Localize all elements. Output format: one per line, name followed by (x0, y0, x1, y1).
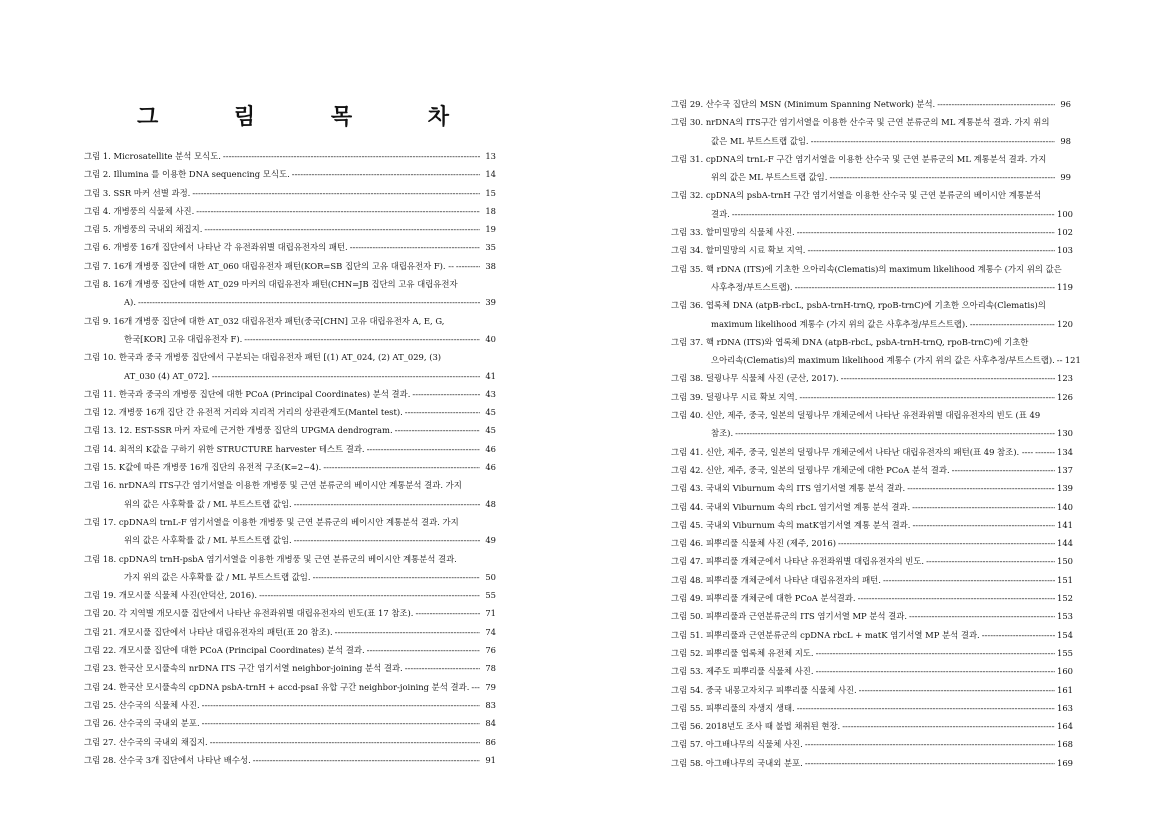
dot-leader (1035, 443, 1055, 461)
toc-entry-text: 값은 ML 부트스트랩 값임. (711, 135, 809, 146)
toc-entry-text: 그림 1. Microsatellite 분석 모식도. (84, 151, 221, 161)
dot-leader (732, 205, 1055, 223)
toc-entry[interactable] (671, 589, 1071, 607)
page-number: 130 (1057, 428, 1073, 439)
toc-entry[interactable] (84, 238, 496, 256)
dot-leader (838, 534, 1055, 552)
toc-entry[interactable] (671, 388, 1071, 406)
toc-entry[interactable] (671, 443, 1071, 461)
page-number: 155 (1057, 647, 1073, 658)
toc-entry-text: 그림 12. 개병풍 16개 집단 간 유전적 거리와 지리적 거리의 상관관계도(Mantel test). (84, 407, 403, 418)
toc-entry[interactable] (84, 659, 496, 677)
dot-leader (244, 330, 480, 348)
dot-leader (350, 238, 480, 256)
page-number: 98 (1060, 135, 1071, 146)
toc-entry[interactable] (671, 498, 1071, 516)
dot-leader (1057, 351, 1063, 369)
toc-entry-text: 그림 21. 개모시풀 집단에서 나타난 대립유전자의 패턴(표 20 참조). (84, 626, 333, 637)
toc-entry-text: 위의 값은 사후확률 값 / ML 부트스트랩 값임. (124, 535, 292, 546)
dot-leader (937, 95, 1055, 113)
toc-entry[interactable] (84, 220, 496, 238)
toc-entry-text: 그림 45. 국내외 Viburnum 속의 matK염기서열 계통 분석 결과. (671, 519, 911, 530)
toc-entry-text: 그림 16. nrDNA의 ITS구간 염기서열을 이용한 개병풍 및 근연 분류군의 베이시안 계통분석 결과. 가지 (84, 480, 462, 491)
dot-leader (294, 531, 480, 549)
page-number: 86 (485, 736, 496, 747)
toc-entry[interactable] (84, 586, 496, 604)
dot-leader (805, 754, 1055, 772)
toc-entry-text: 그림 23. 한국산 모시풀속의 nrDNA ITS 구간 염기서열 neighbor-joining 분석 결과. (84, 663, 403, 674)
toc-entry[interactable] (671, 333, 1081, 370)
dot-leader (204, 220, 480, 238)
page-number: 46 (485, 443, 496, 454)
toc-entry-text: 그림 26. 산수국의 국내외 분포. (84, 718, 200, 729)
toc-entry-text: 그림 35. 핵 rDNA (ITS)에 기초한 으아리속(Clematis)의 maximum likelihood 계통수 (가지 위의 값은 (671, 263, 1062, 274)
toc-entry[interactable] (671, 150, 1071, 187)
toc-entry-text: 그림 53. 제주도 피뿌리풀 식물체 사진. (671, 666, 814, 677)
page-number: 169 (1057, 757, 1073, 768)
toc-entry[interactable] (671, 626, 1071, 644)
dot-leader (367, 440, 480, 458)
toc-entry-text: 그림 51. 피뿌리풀과 근연분류군의 cpDNA rbcL + matK 염기서열 MP 분석 결과. (671, 629, 980, 640)
dot-leader (471, 678, 480, 696)
toc-entry-text: 그림 54. 중국 내몽고자치구 피뿌리풀 식물체 사진. (671, 684, 857, 695)
dot-leader (795, 278, 1055, 296)
page-number: 140 (1057, 501, 1073, 512)
dot-leader (909, 607, 1055, 625)
toc-entry-text: 그림 52. 피뿌리풀 엽록체 유전체 지도. (671, 647, 814, 658)
page-number: 96 (1060, 99, 1071, 109)
toc-entry[interactable] (84, 476, 496, 513)
page-number: 152 (1057, 593, 1073, 604)
toc-entry[interactable] (84, 257, 496, 275)
dot-leader (841, 369, 1055, 387)
dot-leader (883, 571, 1055, 589)
page-number: 78 (485, 663, 496, 674)
toc-entry-text: 사후추정/부트스트랩). (711, 281, 793, 292)
dot-leader (294, 495, 480, 513)
toc-entry[interactable] (84, 385, 496, 403)
dot-leader (138, 293, 480, 311)
toc-entry[interactable] (84, 403, 496, 421)
page-number: 14 (485, 169, 496, 180)
toc-entry-text: AT_030 (4) AT_072]. (124, 370, 210, 381)
page-number: 123 (1057, 373, 1073, 384)
page-number: 144 (1057, 538, 1073, 549)
toc-entry[interactable] (84, 275, 496, 312)
page-number: 154 (1057, 629, 1073, 640)
page-number: 103 (1057, 245, 1073, 256)
toc-entry-text: 그림 50. 피뿌리풀과 근연분류군의 ITS 염기서열 MP 분석 결과. (671, 611, 908, 622)
dot-leader (395, 421, 480, 439)
page-number: 153 (1057, 611, 1073, 622)
toc-entry[interactable] (84, 202, 496, 220)
dot-leader (405, 659, 480, 677)
toc-entry-text: 그림 28. 산수국 3개 집단에서 나타난 배수성. (84, 754, 251, 765)
toc-entry[interactable] (84, 312, 496, 349)
page-number: 71 (485, 608, 496, 619)
toc-entry-text: 가지 위의 값은 사후확률 값 / ML 부트스트랩 값임. (124, 571, 311, 582)
page-title: 그 림 목 차 (137, 104, 483, 130)
page-number: 46 (485, 462, 496, 473)
toc-entry[interactable] (671, 571, 1071, 589)
toc-entry[interactable] (84, 641, 496, 659)
toc-entry-text: 그림 38. 덜꿩나무 식물체 사진 (군산, 2017). (671, 373, 839, 384)
page-number: 137 (1057, 464, 1073, 475)
dot-leader (799, 388, 1055, 406)
toc-entry-text: 그림 25. 산수국의 식물체 사진. (84, 699, 200, 710)
toc-entry[interactable] (84, 678, 496, 696)
page-number: 99 (1060, 172, 1071, 183)
dot-leader (210, 733, 480, 751)
toc-entry[interactable] (671, 186, 1071, 223)
page-number: 39 (485, 297, 496, 308)
toc-entry[interactable] (671, 534, 1071, 552)
toc-entry[interactable] (84, 184, 496, 202)
dot-leader (323, 458, 480, 476)
toc-entry-text: 으아리속(Clematis)의 maximum likelihood 계통수 (가지 위의 값은 사후추정/부트스트랩). (711, 355, 1055, 366)
dot-leader (982, 626, 1055, 644)
dot-leader (859, 681, 1055, 699)
dot-leader (805, 735, 1055, 753)
dot-leader (196, 202, 480, 220)
toc-entry-text: 그림 44. 국내외 Viburnum 속의 rbcL 염기서열 계통 분석 결과. (671, 501, 911, 512)
toc-entry-text: 그림 48. 피뿌리풀 개체군에서 나타난 대립유전자의 패턴. (671, 574, 881, 585)
toc-entry-text: 그림 24. 한국산 모시풀속의 cpDNA psbA-trnH + accd-psaI 유합 구간 neighbor-joining 분석 결과. (84, 681, 470, 692)
toc-entry-text: 그림 5. 개병풍의 국내외 채집지. (84, 224, 203, 235)
dot-leader (335, 623, 480, 641)
page-number: 45 (485, 425, 496, 436)
toc-entry[interactable] (84, 348, 496, 385)
dot-leader (829, 168, 1055, 186)
toc-entry-text: 그림 27. 산수국의 국내외 채집지. (84, 736, 208, 747)
page-number: 160 (1057, 666, 1073, 677)
page-number: 79 (485, 681, 496, 692)
page-number: 163 (1057, 702, 1073, 713)
toc-entry-text: 그림 18. cpDNA의 trnH-psbA 염기서열을 이용한 개병풍 및 근연 분류군의 베이시안 계통분석 결과. (84, 553, 457, 564)
toc-entry-text: 그림 7. 16개 개병풍 집단에 대한 AT_060 대립유전자 패턴(KOR=SB 집단의 고유 대립유전자 F). -- (84, 260, 454, 271)
toc-entry[interactable] (671, 296, 1071, 333)
toc-entry[interactable] (84, 458, 496, 476)
toc-entry-text: 그림 32. cpDNA의 psbA-trnH 구간 염기서열을 이용한 산수국 및 근연 분류군의 베이시안 계통분석 (671, 190, 1042, 201)
toc-entry[interactable] (671, 260, 1071, 297)
page-number: 151 (1057, 574, 1073, 585)
toc-entry[interactable] (671, 241, 1071, 259)
toc-entry-text: 그림 9. 16개 개병풍 집단에 대한 AT_032 대립유전자 패턴(중국[CHN] 고유 대립유전자 A, E, G, (84, 315, 445, 326)
dot-leader (807, 241, 1055, 259)
toc-entry[interactable] (84, 604, 496, 622)
page-number: 45 (485, 407, 496, 418)
toc-entry-text: 그림 57. 아그배나무의 식물체 사진. (671, 739, 803, 750)
toc-entry-text: 그림 41. 신안, 제주, 중국, 일본의 덜꿩나무 개체군에서 나타난 대립유전자의 패턴(표 49 참조). ---- (671, 446, 1034, 457)
page-number: 50 (485, 571, 496, 582)
toc-entry[interactable] (671, 699, 1071, 717)
toc-entry[interactable] (671, 662, 1071, 680)
dot-leader (912, 498, 1055, 516)
toc-entry[interactable] (671, 717, 1071, 735)
right-page (587, 0, 1173, 830)
toc-entry-text: 그림 56. 2018년도 조사 때 불법 채취된 현장. (671, 721, 841, 732)
toc-entry[interactable] (671, 479, 1071, 497)
dot-leader (842, 717, 1055, 735)
page-number: 84 (485, 718, 496, 729)
toc-entry[interactable] (671, 461, 1071, 479)
toc-entry-text: 그림 37. 핵 rDNA (ITS)와 엽록체 DNA (atpB-rbcL, psbA-trnH-trnQ, rpoB-trnC)에 기초한 (671, 336, 1029, 347)
page-number: 40 (485, 333, 496, 344)
toc-entry-text: 그림 40. 신안, 제주, 중국, 일본의 덜꿩나무 개체군에서 나타난 유전좌위별 대립유전자의 빈도 (표 49 (671, 410, 1041, 421)
toc-entry[interactable] (671, 607, 1071, 625)
toc-entry-text: A). (124, 297, 136, 308)
dot-leader (367, 641, 480, 659)
toc-entry-text: 그림 36. 엽록체 DNA (atpB-rbcL, psbA-trnH-trnQ, rpoB-trnC)에 기초한 으아리속(Clematis)의 (671, 300, 1046, 311)
dot-leader (415, 604, 480, 622)
toc-entry[interactable] (671, 406, 1071, 443)
page-number: 164 (1057, 721, 1073, 732)
dot-leader (223, 147, 480, 165)
page-number: 18 (485, 205, 496, 216)
page-number: 102 (1057, 227, 1073, 238)
dot-leader (816, 662, 1055, 680)
dot-leader (292, 165, 480, 183)
dot-leader (412, 385, 480, 403)
dot-leader (192, 184, 480, 202)
toc-entry-text: 그림 4. 개병풍의 식물체 사진. (84, 205, 195, 216)
toc-entry-text: 그림 55. 피뿌리풀의 자생지 생태. (671, 702, 795, 713)
figure-list-left (84, 147, 496, 769)
dot-leader (259, 586, 480, 604)
toc-entry-text: 그림 10. 한국과 중국 개병풍 집단에서 구분되는 대립유전자 패턴 [(1) AT_024, (2) AT_029, (3) (84, 352, 442, 363)
dot-leader (797, 699, 1055, 717)
toc-entry-text: 결과. (711, 208, 730, 219)
toc-entry-text: 그림 8. 16개 개병풍 집단에 대한 AT_029 마커의 대립유전자 패턴(CHN=JB 집단의 고유 대립유전자 (84, 279, 458, 290)
toc-entry-text: 그림 34. 할미밀망의 시료 확보 지역. (671, 245, 806, 256)
toc-entry[interactable] (84, 733, 496, 751)
page-number: 119 (1057, 281, 1073, 292)
left-page (0, 0, 586, 830)
toc-entry-text: 그림 22. 개모시풀 집단에 대한 PCoA (Principal Coordinates) 분석 결과. (84, 645, 365, 656)
dot-leader (405, 403, 480, 421)
page-number: 48 (485, 498, 496, 509)
dot-leader (952, 461, 1055, 479)
toc-entry[interactable] (84, 440, 496, 458)
dot-leader (735, 424, 1055, 442)
toc-entry-text: 그림 31. cpDNA의 trnL-F 구간 염기서열을 이용한 산수국 및 근연 분류군의 ML 계통분석 결과. 가지 (671, 153, 1047, 164)
toc-entry-text: 그림 2. Illumina 를 이용한 DNA sequencing 모식도. (84, 169, 290, 180)
toc-entry[interactable] (84, 165, 496, 183)
toc-entry-text: 그림 19. 개모시풀 식물체 사진(안덕산, 2016). (84, 590, 258, 601)
toc-entry-text: 그림 15. K값에 따른 개병풍 16개 집단의 유전적 구조(K=2~4). (84, 462, 322, 473)
toc-entry[interactable] (671, 113, 1071, 150)
toc-entry[interactable] (671, 735, 1071, 753)
toc-entry[interactable] (84, 696, 496, 714)
page-number: 15 (485, 187, 496, 198)
toc-entry-text: 그림 29. 산수국 집단의 MSN (Minimum Spanning Network) 분석. (671, 99, 936, 109)
page-number: 55 (485, 590, 496, 601)
toc-entry[interactable] (84, 714, 496, 732)
toc-entry-text: 그림 49. 피뿌리풀 개체군에 대한 PCoA 분석결과. (671, 593, 856, 604)
toc-entry-text: 그림 30. nrDNA의 ITS구간 염기서열을 이용한 산수국 및 근연 분류군의 ML 계통분석 결과. 가지 위의 (671, 117, 1050, 128)
dot-leader (313, 568, 480, 586)
toc-entry-text: 그림 11. 한국과 중국의 개병풍 집단에 대한 PCoA (Principal Coordinates) 분석 결과. (84, 388, 411, 399)
toc-entry[interactable] (671, 516, 1071, 534)
page-number: 35 (485, 242, 496, 253)
toc-entry-text: 그림 46. 피뿌리풀 식물체 사진 (제주, 2016) (671, 538, 836, 549)
dot-leader (202, 696, 480, 714)
toc-entry[interactable] (84, 147, 496, 165)
toc-entry-text: 그림 13. 12. EST-SSR 마커 자료에 근거한 개병풍 집단의 UPGMA dendrogram. (84, 425, 393, 436)
dot-leader (816, 644, 1055, 662)
toc-entry-text: 그림 42. 신안, 제주, 중국, 일본의 덜꿩나무 개체군에 대한 PCoA 분석 결과. (671, 464, 950, 475)
page-number: 74 (485, 626, 496, 637)
page-number: 91 (485, 754, 496, 765)
toc-entry-text: 그림 3. SSR 마커 선별 과정. (84, 187, 191, 198)
toc-entry[interactable] (671, 681, 1071, 699)
toc-entry[interactable] (84, 421, 496, 439)
page-number: 41 (485, 370, 496, 381)
dot-leader (212, 367, 480, 385)
toc-entry-text: 그림 20. 각 지역별 개모시풀 집단에서 나타난 유전좌위별 대립유전자의 빈도(표 17 참조). (84, 608, 414, 619)
toc-entry-text: 그림 17. cpDNA의 trnL-F 염기서열을 이용한 개병풍 및 근연 분류군의 베이시안 계통분석 결과. 가지 (84, 516, 459, 527)
toc-entry[interactable] (671, 644, 1071, 662)
page-number: 76 (485, 645, 496, 656)
page-number: 161 (1057, 684, 1073, 695)
toc-entry-text: 그림 43. 국내외 Viburnum 속의 ITS 염기서열 계통 분석 결과. (671, 483, 906, 494)
dot-leader (912, 516, 1055, 534)
toc-entry[interactable] (84, 751, 496, 769)
page-number: 168 (1057, 739, 1073, 750)
toc-entry-text: 위의 값은 ML 부트스트랩 값임. (711, 172, 828, 183)
page-number: 100 (1057, 208, 1073, 219)
toc-entry[interactable] (671, 754, 1071, 772)
dot-leader (456, 257, 480, 275)
toc-entry-text: 그림 47. 피뿌리풀 개체군에서 나타난 유전좌위별 대립유전자의 빈도. (671, 556, 925, 567)
toc-entry[interactable] (84, 550, 496, 587)
page-number: 43 (485, 388, 496, 399)
dot-leader (202, 714, 480, 732)
toc-entry[interactable] (671, 369, 1071, 387)
toc-entry-text: 그림 58. 아그배나무의 국내외 분포. (671, 757, 803, 768)
toc-entry[interactable] (84, 513, 496, 550)
page-number: 120 (1057, 318, 1073, 329)
dot-leader (858, 589, 1055, 607)
toc-entry[interactable] (671, 552, 1071, 570)
page-number: 19 (485, 224, 496, 235)
toc-entry-text: 참조). (711, 428, 734, 439)
dot-leader (926, 552, 1055, 570)
page-number: 126 (1057, 391, 1073, 402)
page-number: 38 (485, 260, 496, 271)
toc-entry-text: 그림 33. 할미밀망의 식물체 사진. (671, 227, 795, 238)
toc-entry-text: 그림 6. 개병풍 16개 집단에서 나타난 각 유전좌위별 대립유전자의 패턴. (84, 242, 348, 253)
page-number: 139 (1057, 483, 1073, 494)
page-number: 121 (1064, 355, 1081, 366)
toc-entry[interactable] (671, 95, 1071, 113)
dot-leader (253, 751, 480, 769)
figure-list-right (671, 95, 1081, 772)
toc-entry-text: 한국[KOR] 고유 대립유전자 F). (124, 333, 243, 344)
page-number: 150 (1057, 556, 1073, 567)
dot-leader (811, 132, 1055, 150)
toc-entry[interactable] (84, 623, 496, 641)
page-number: 141 (1057, 519, 1073, 530)
dot-leader (970, 315, 1055, 333)
dot-leader (907, 479, 1055, 497)
page-number: 13 (485, 151, 496, 161)
page-number: 134 (1057, 446, 1073, 457)
toc-entry-text: 그림 39. 덜꿩나무 시료 확보 지역. (671, 391, 798, 402)
page-number: 49 (485, 535, 496, 546)
page-number: 83 (485, 699, 496, 710)
toc-entry[interactable] (671, 223, 1071, 241)
toc-entry-text: 그림 14. 최적의 K값을 구하기 위한 STRUCTURE harvester 테스트 결과. (84, 443, 365, 454)
toc-entry-text: maximum likelihood 계통수 (가지 위의 값은 사후추정/부트스트랩). (711, 318, 968, 329)
dot-leader (797, 223, 1055, 241)
toc-entry-text: 위의 값은 사후확률 값 / ML 부트스트랩 값임. (124, 498, 292, 509)
